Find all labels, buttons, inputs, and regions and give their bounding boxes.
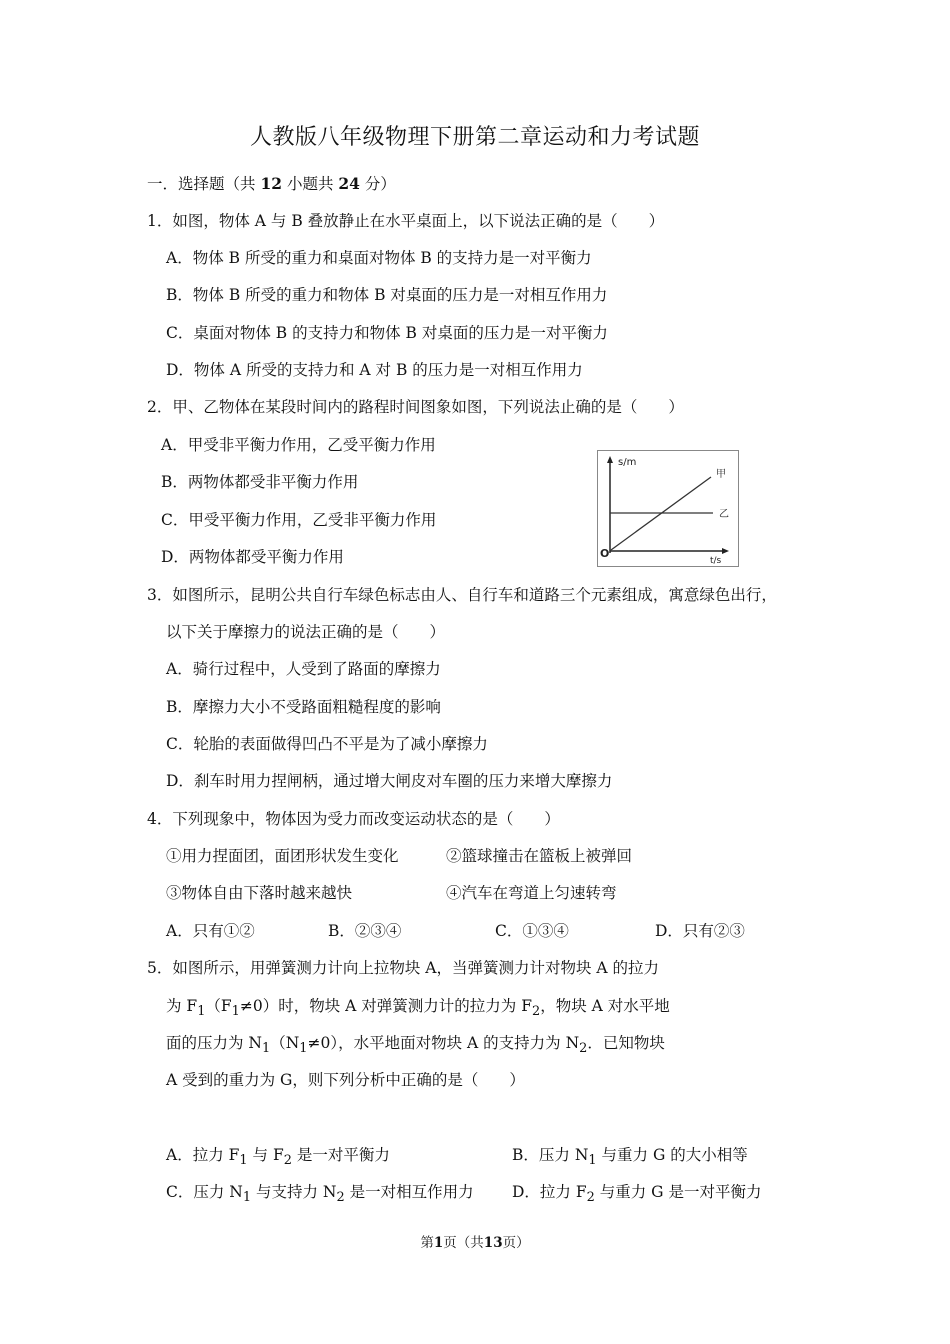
q1-option-b: B．物体 B 所受的重力和物体 B 对桌面的压力是一对相互作用力 (166, 286, 608, 304)
q4-option-c: C．①③④ (495, 922, 569, 940)
q5-stem-line4: A 受到的重力为 G，则下列分析中正确的是（ ） (166, 1071, 525, 1089)
q4-phenomenon-2: ②篮球撞击在篮板上被弹回 (446, 847, 633, 865)
page-title: 人教版八年级物理下册第二章运动和力考试题 (249, 125, 700, 150)
q5-stem-line3: 面的压力为 $N_1(N_1\ne 0)$，水平地面对物块 A 的支持力为 $N_2$．已知物块 (166, 1034, 665, 1057)
q5-stem-line2: 为 $F_1(F_1\ne 0)$时，物块 A 对弹簧测力计的拉力为 $F_2$，物块 A 对水平地 (166, 997, 670, 1020)
q3-option-d: D．刹车时用力捏闸柄，通过增大闸皮对车圈的压力来增大摩擦力 (166, 772, 613, 790)
q4-phenomenon-1: ①用力捏面团，面团形状发生变化 (166, 847, 399, 865)
graph-label-jia: 甲 (716, 469, 726, 480)
q4-option-a: A．只有①② (166, 922, 255, 940)
q4-option-d: D．只有②③ (655, 922, 745, 940)
graph-x-label: t/s (710, 556, 722, 566)
q5-option-c: C．压力 $N_1$ 与支持力 $N_2$ 是一对相互作用力 (166, 1183, 474, 1206)
page-total: 13 (483, 1235, 503, 1251)
q1-option-c: C．桌面对物体 B 的支持力和物体 B 对桌面的压力是一对平衡力 (166, 324, 608, 342)
q2-position-time-graph (597, 450, 739, 567)
q5-option-a: A．拉力 $F_1$ 与 $F_2$ 是一对平衡力 (166, 1146, 390, 1169)
q4-phenomenon-3: ③物体自由下落时越来越快 (166, 884, 353, 902)
graph-y-label: s/m (618, 457, 637, 468)
q2-option-d: D．两物体都受平衡力作用 (161, 548, 344, 566)
q1-option-a: A．物体 B 所受的重力和桌面对物体 B 的支持力是一对平衡力 (166, 249, 592, 267)
q2-option-a: A．甲受非平衡力作用，乙受平衡力作用 (161, 436, 436, 454)
graph-label-yi: 乙 (719, 509, 729, 520)
graph-x-arrow-icon (722, 548, 729, 554)
q2-stem: 2．甲、乙物体在某段时间内的路程时间图象如图，下列说法止确的是（ ） (147, 398, 684, 416)
section-heading: 一．选择题（共 12 小题共 24 分） (147, 174, 396, 193)
graph-y-arrow-icon (607, 456, 613, 463)
q3-stem-line2: 以下关于摩擦力的说法正确的是（ ） (166, 623, 446, 641)
q5-option-b: B．压力 $N_1$ 与重力 G 的大小相等 (512, 1146, 748, 1169)
q2-option-c: C．甲受平衡力作用，乙受非平衡力作用 (161, 511, 437, 529)
q5-option-d: D．拉力 $F_2$ 与重力 G 是一对平衡力 (512, 1183, 762, 1206)
q4-stem: 4．下列现象中，物体因为受力而改变运动状态的是（ ） (147, 810, 560, 828)
q5-stem-line1: 5．如图所示，用弹簧测力计向上拉物块 A，当弹簧测力计对物块 A 的拉力 (147, 959, 660, 977)
graph-origin-label: O (600, 547, 610, 560)
page-number: 1 (433, 1235, 444, 1251)
page-footer: 第1页（共13页） (420, 1235, 530, 1251)
q4-phenomenon-4: ④汽车在弯道上匀速转弯 (446, 884, 617, 902)
q3-stem-line1: 3．如图所示，昆明公共自行车绿色标志由人、自行车和道路三个元素组成，寓意绿色出行， (147, 586, 777, 604)
q1-stem: 1．如图，物体 A 与 B 叠放静止在水平桌面上，以下说法正确的是（ ） (147, 212, 665, 230)
q3-option-b: B．摩擦力大小不受路面粗糙程度的影响 (166, 698, 441, 716)
q4-option-b: B．②③④ (328, 922, 402, 940)
q1-option-d: D．物体 A 所受的支持力和 A 对 B 的压力是一对相互作用力 (166, 361, 583, 379)
q3-option-c: C．轮胎的表面做得凹凸不平是为了减小摩擦力 (166, 735, 488, 753)
q3-option-a: A．骑行过程中，人受到了路面的摩擦力 (166, 660, 441, 678)
q2-option-b: B．两物体都受非平衡力作用 (161, 473, 359, 491)
